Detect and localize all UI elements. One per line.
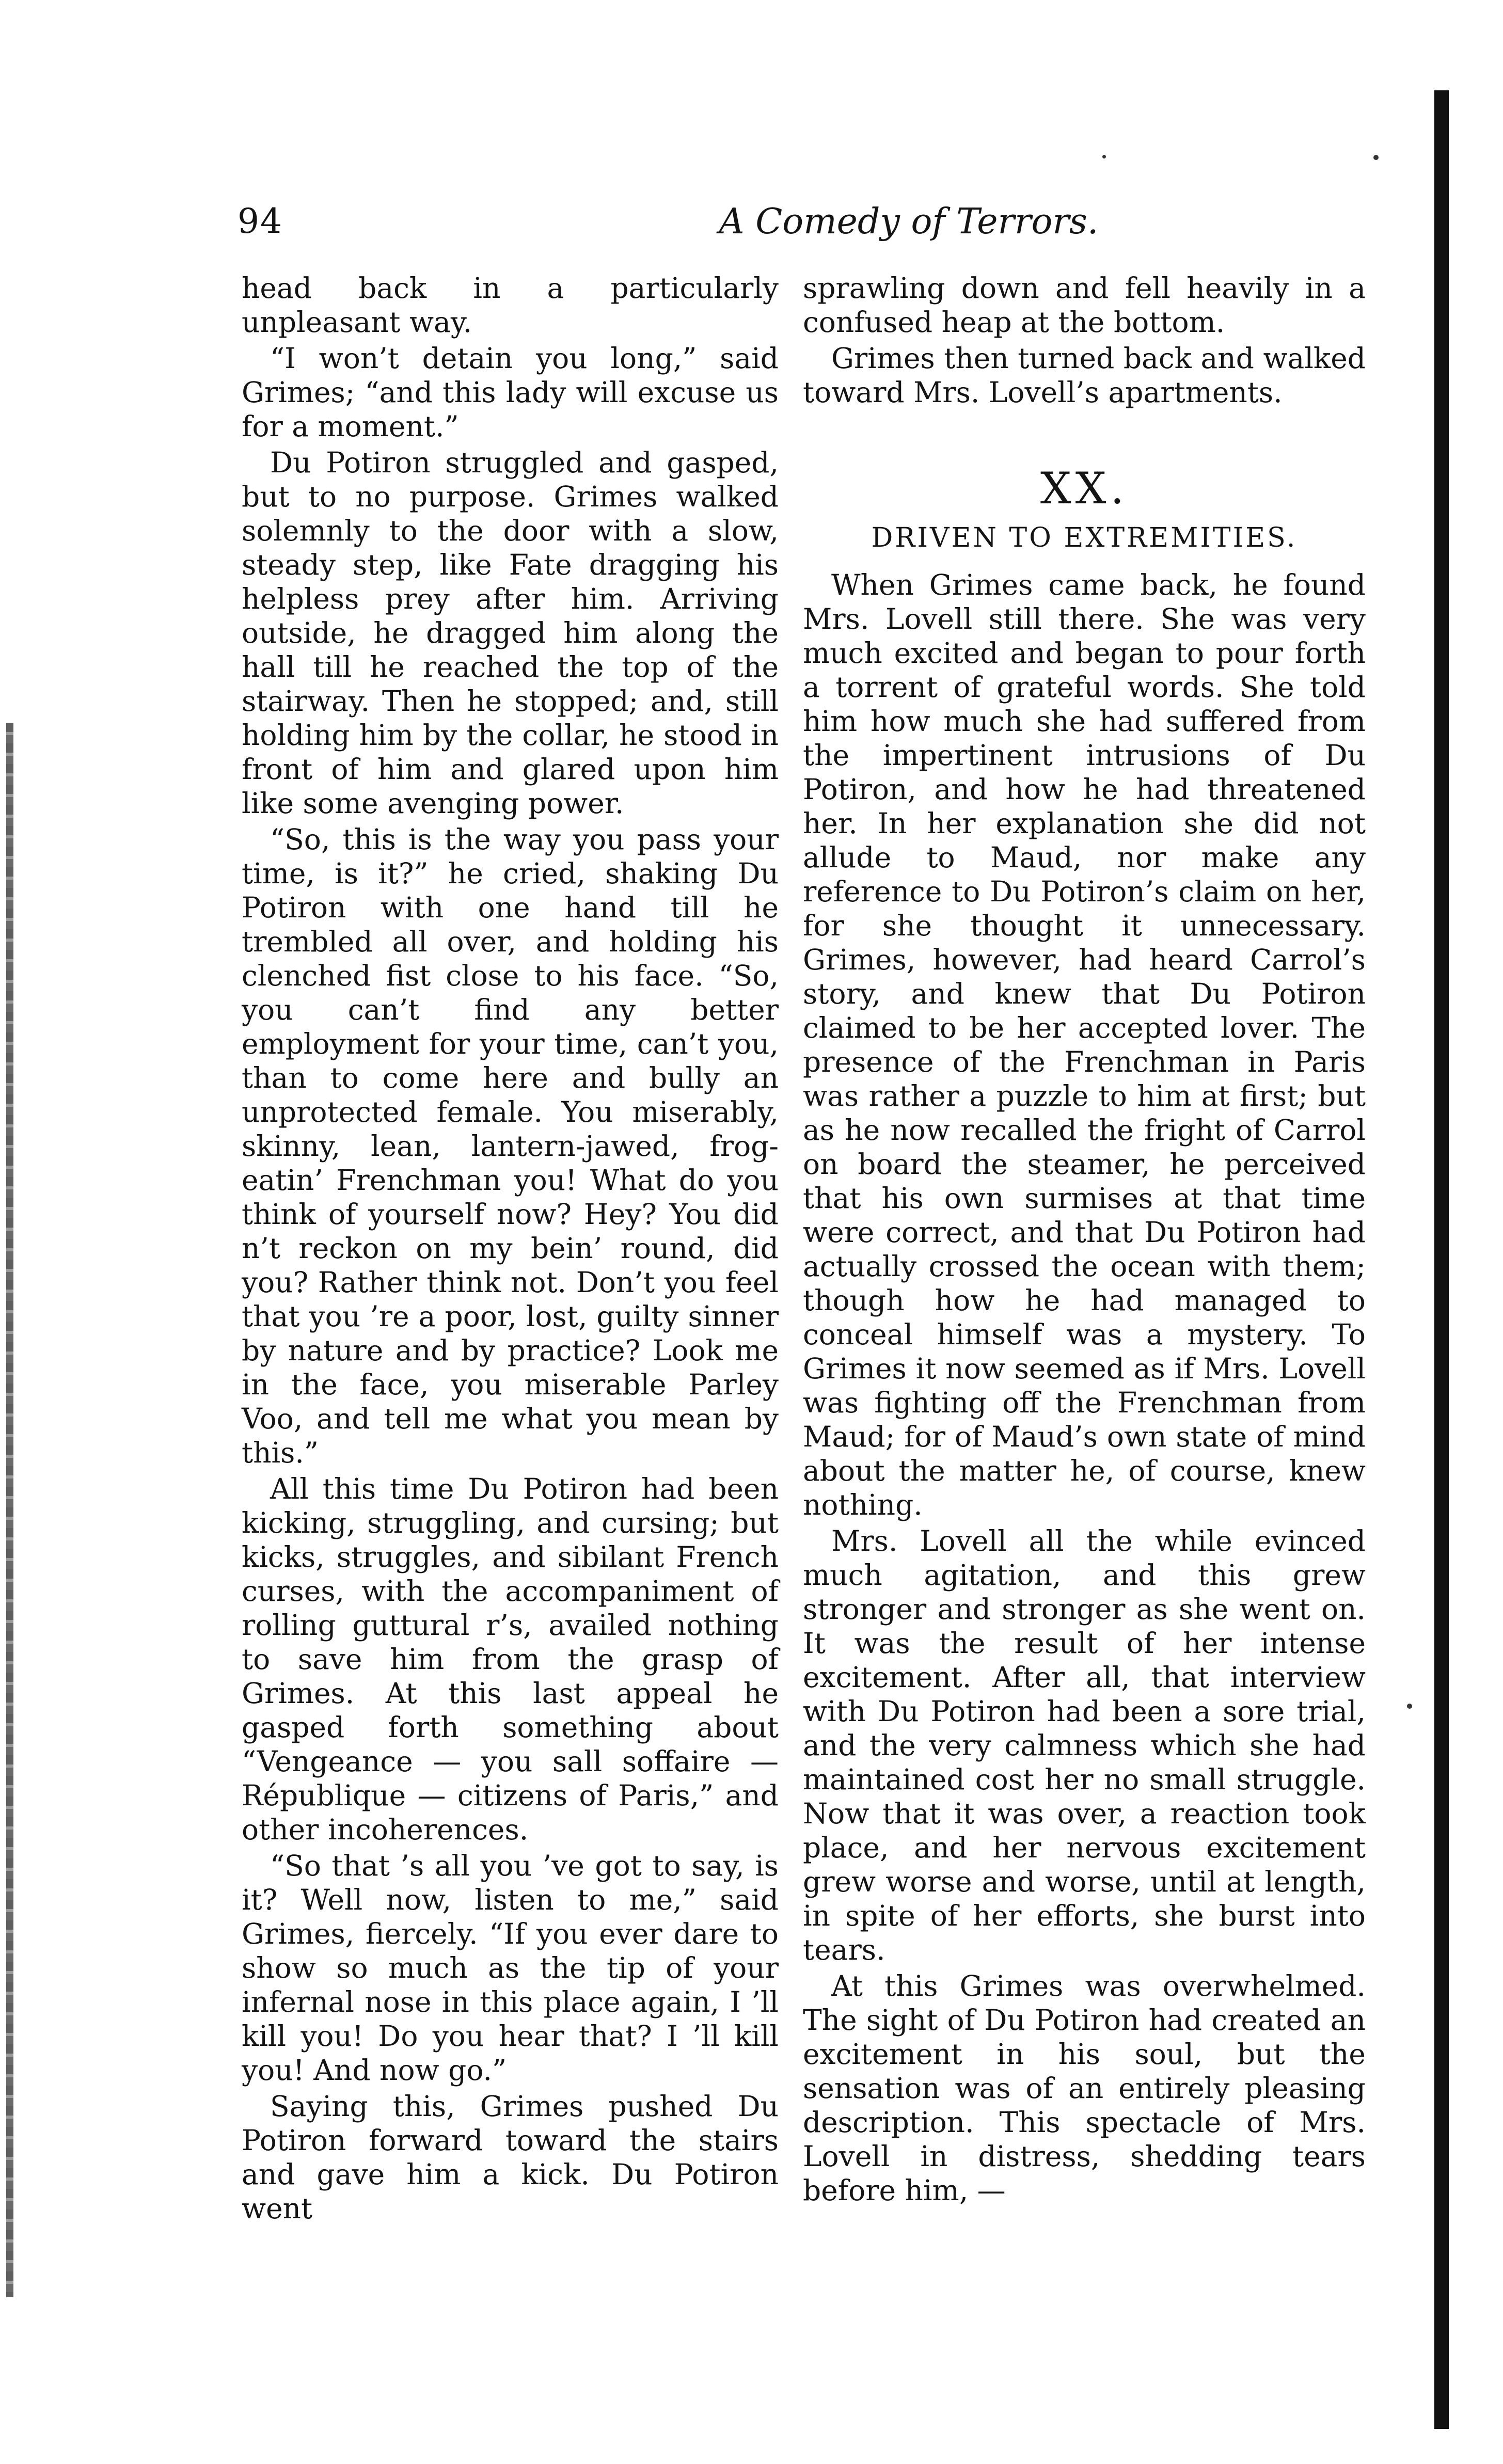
paragraph: “So, this is the way you pass your time, is it?” he cried, shaking Du Potiron with one hand till he trembled all over, and holding his clenched fist close to his face. “So, you can’t find any better employment for your time, can’t you, than to come here and bully an unprotected female. You miserably, skinny, lean, lantern-jawed, frog-eatin’ Frenchman you! What do you think of yourself now? Hey? You did n’t reckon on my bein’ round, did you? Rather think not. Don’t you feel that you ’re a poor, lost, guilty sinner by nature and by practice? Look me in the face, you miserable Parley Voo, and tell me what you mean by this.” [242,823,779,1469]
chapter-number: XX. [1040,463,1129,514]
chapter-title: DRIVEN TO EXTREMITIES. [871,522,1298,553]
page-header [238,196,1348,268]
paragraph: “I won’t detain you long,” said Grimes; “and this lady will excuse us for a moment.” [242,342,779,443]
scan-binding-edge [6,723,13,2297]
left-column [242,271,779,2228]
right-column [803,271,1366,2209]
paragraph: At this Grimes was overwhelmed. The sight of Du Potiron had created an excitement in his soul, but the sensation was of an entirely pleasing description. This spectacle of Mrs. Lovell in distress, shedding tears before him, — [803,1969,1366,2207]
paragraph: All this time Du Potiron had been kicking, struggling, and cursing; but kicks, struggles, and sibilant French curses, with the accompaniment of rolling guttural r’s, availed nothing to save him from the grasp of Grimes. At this last appeal he gasped forth something about “Vengeance — you sall soffaire — République — citizens of Paris,” and other incoherences. [242,1472,779,1846]
paragraph: Du Potiron struggled and gasped, but to no purpose. Grimes walked solemnly to the door with a slow, steady step, like Fate dragging his helpless prey after him. Arriving outside, he dragged him along the hall till he reached the top of the stairway. Then he stopped; and, still holding him by the collar, he stood in front of him and glared upon him like some avenging power. [242,446,779,820]
page-number: 94 [238,201,283,241]
scan-speck [1373,155,1379,160]
paragraph: “So that ’s all you ’ve got to say, is it? Well now, listen to me,” said Grimes, fiercely. “If you ever dare to show so much as the tip of your infernal nose in this place again, I ’ll kill you! Do you hear that? I ’ll kill you! And now go.” [242,1849,779,2087]
paragraph: head back in a particularly unpleasant way. [242,272,779,339]
paragraph: Saying this, Grimes pushed Du Potiron forward toward the stairs and gave him a kick. Du Potiron went [242,2090,779,2225]
scan-speck [1407,1704,1412,1709]
paragraph: When Grimes came back, he found Mrs. Lovell still there. She was very much excited and began to pour forth a torrent of grateful words. She told him how much she had suffered from the impertinent intrusions of Du Potiron, and how he had threatened her. In her explanation she did not allude to Maud, nor make any reference to Du Potiron’s claim on her, for she thought it unnecessary. Grimes, however, had heard Carrol’s story, and knew that Du Potiron claimed to be her accepted lover. The presence of the Frenchman in Paris was rather a puzzle to him at first; but as he now recalled the fright of Carrol on board the steamer, he perceived that his own surmises at that time were correct, and that Du Potiron had actually crossed the ocean with them; though how he had managed to conceal himself was a mystery. To Grimes it now seemed as if Mrs. Lovell was fighting off the Frenchman from Maud; for of Maud’s own state of mind about the matter he, of course, knew nothing. [803,568,1366,1521]
paragraph: Grimes then turned back and walked toward Mrs. Lovell’s apartments. [803,342,1366,409]
running-title: A Comedy of Terrors. [719,201,1099,242]
paragraph: Mrs. Lovell all the while evinced much agitation, and this grew stronger and stronger as she went on. It was the result of her intense excitement. After all, that interview with Du Potiron had been a sore trial, and the very calmness which she had maintained cost her no small struggle. Now that it was over, a reaction took place, and her nervous excitement grew worse and worse, until at length, in spite of her efforts, she burst into tears. [803,1524,1366,1966]
scan-speck [1102,155,1106,158]
scan-margin-rule [1434,90,1449,2429]
paragraph: sprawling down and fell heavily in a confused heap at the bottom. [803,272,1366,339]
